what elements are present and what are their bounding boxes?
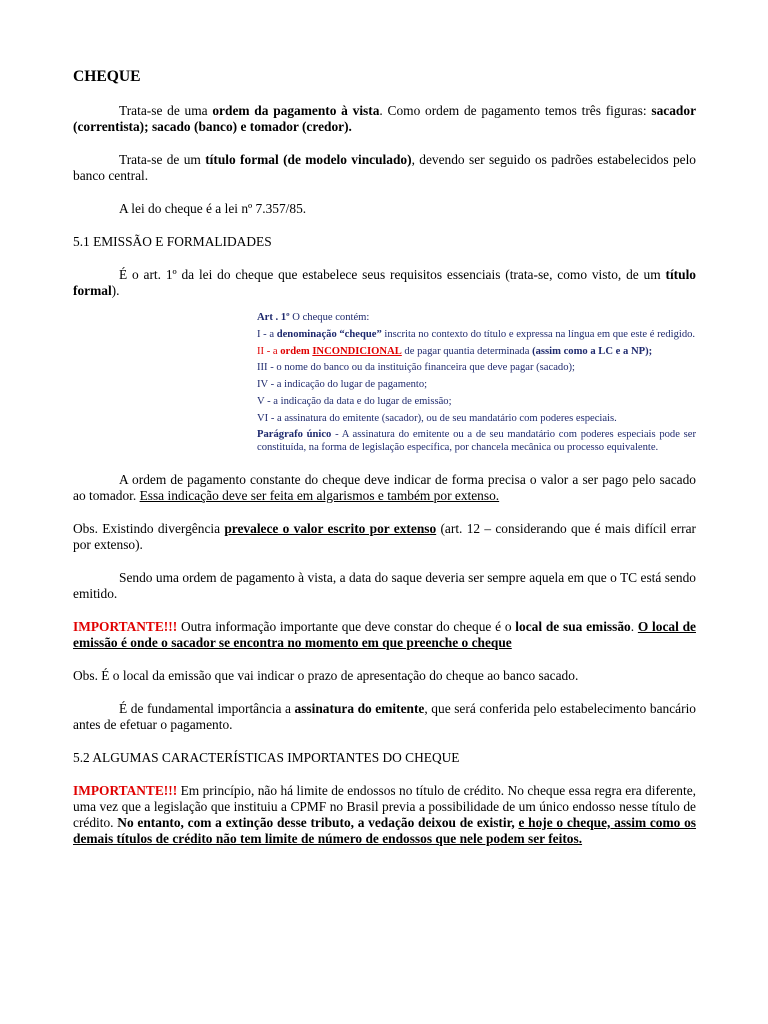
page-title: CHEQUE <box>73 68 141 85</box>
text: É o art. 1º da lei do cheque que estabelece seus requisitos essenciais (trata-se, como visto, de um <box>119 267 666 282</box>
text: . Como ordem de pagamento temos três figuras: <box>379 103 652 118</box>
bold-text: No entanto, com a extinção desse tributo, a vedação deixou de existir, <box>117 814 519 830</box>
quote-item-i <box>257 329 696 342</box>
quote-paragrafo-unico <box>257 429 696 454</box>
text: Trata-se de uma <box>119 103 213 118</box>
paragraph-assinatura <box>73 701 696 733</box>
bold-underlined-text: O local de emissão é onde o sacador se encontra no momento em que preenche o cheque <box>73 618 696 650</box>
bold-text: título formal <box>73 267 696 298</box>
bold-text: assinatura do emitente <box>294 700 425 716</box>
underlined-text: Essa indicação deve ser feita em algarismos e também por extenso. <box>139 487 500 503</box>
text: II - a <box>257 345 281 357</box>
bold-text: local de sua emissão <box>515 618 631 634</box>
paragraph-obs-prazo: Obs. É o local da emissão que vai indicar o prazo de apresentação do cheque ao banco sacado. <box>73 667 579 683</box>
quote-art-line <box>257 312 696 325</box>
quote-item-v: V - a indicação da data e do lugar de emissão; <box>257 395 452 407</box>
text: . <box>630 618 638 634</box>
section-heading-emissao: 5.1 EMISSÃO E FORMALIDADES <box>73 234 272 249</box>
text: O cheque contém: <box>289 312 370 323</box>
law-quote-block <box>257 312 696 455</box>
bold-text: denominação “cheque” <box>276 328 382 340</box>
text: É de fundamental importância a <box>119 700 295 716</box>
bold-text: ordem da pagamento à vista <box>212 103 380 118</box>
text: - A assinatura do emitente ou a de seu mandatário com poderes especiais pode ser constituída, na forma de legislação específica, por chancela mecânica ou processo equivalente. <box>257 429 696 454</box>
text: , devendo ser seguido os padrões estabelecidos pelo banco central. <box>73 152 696 183</box>
bold-underlined-text: e hoje o cheque, assim como os demais títulos de crédito não tem limite de número de endossos que nele podem ser feitos. <box>73 814 697 846</box>
paragraph-obs-divergencia <box>73 521 696 553</box>
text: I - a <box>257 328 277 340</box>
bold-underlined-text: prevalece o valor escrito por extenso <box>224 520 437 536</box>
text: (art. 12 – considerando que é mais difícil errar por extenso). <box>73 520 696 552</box>
quote-item-iv: IV - a indicação do lugar de pagamento; <box>257 379 428 391</box>
important-label: IMPORTANTE!!! <box>73 782 178 798</box>
quote-item-vi: VI - a assinatura do emitente (sacador), ou de seu mandatário com poderes especiais. <box>257 412 617 424</box>
quote-item-ii <box>257 346 696 359</box>
text: Obs. Existindo divergência <box>73 520 225 536</box>
text: Em princípio, não há limite de endossos no título de crédito. No cheque essa regra era diferente, uma vez que a legislação que instituiu a CPMF no Brasil previa a possibilidade de um único endosso nesse título de crédito. <box>73 782 696 830</box>
text: de pagar quantia determinada <box>401 345 533 357</box>
bold-text: sacador (correntista); sacado (banco) e tomador (credor). <box>73 103 697 134</box>
red-bold-text: ordem <box>280 345 310 357</box>
paragraph-local-emissao <box>73 619 696 651</box>
paragraph-data-saque: Sendo uma ordem de pagamento à vista, a data do saque deveria ser sempre aquela em que o TC está sendo emitido. <box>73 569 696 601</box>
section-heading-caracteristicas: 5.2 ALGUMAS CARACTERÍSTICAS IMPORTANTES DO CHEQUE <box>73 749 460 765</box>
important-label: IMPORTANTE!!! <box>73 618 178 634</box>
paragraph-definition <box>73 103 696 135</box>
bold-text: título formal (de modelo vinculado) <box>205 152 412 167</box>
paragraph-law: A lei do cheque é a lei nº 7.357/85. <box>119 201 307 216</box>
text: A ordem de pagamento constante do cheque deve indicar de forma precisa o valor a ser pago pelo sacado ao tomador. <box>73 471 696 503</box>
text: Trata-se de um <box>119 152 206 167</box>
bold-text: Parágrafo único <box>257 429 332 441</box>
paragraph-formal-title <box>73 152 696 184</box>
text: , que será conferida pelo estabelecimento bancário antes de efetuar o pagamento. <box>73 700 697 732</box>
paragraph-requirements <box>73 267 696 299</box>
text: Outra informação importante que deve constar do cheque é o <box>177 618 516 634</box>
text: ). <box>111 283 120 298</box>
paragraph-endossos <box>73 783 696 847</box>
text: inscrita no contexto do título e expressa na língua em que este é redigido. <box>381 328 696 340</box>
bold-text: Art . 1º <box>257 312 290 323</box>
quote-item-iii: III - o nome do banco ou da instituição financeira que deve pagar (sacado); <box>257 362 575 374</box>
paragraph-valor <box>73 472 696 504</box>
bold-text: (assim como a LC e a NP); <box>532 345 653 357</box>
red-underlined-text: INCONDICIONAL <box>312 345 402 357</box>
